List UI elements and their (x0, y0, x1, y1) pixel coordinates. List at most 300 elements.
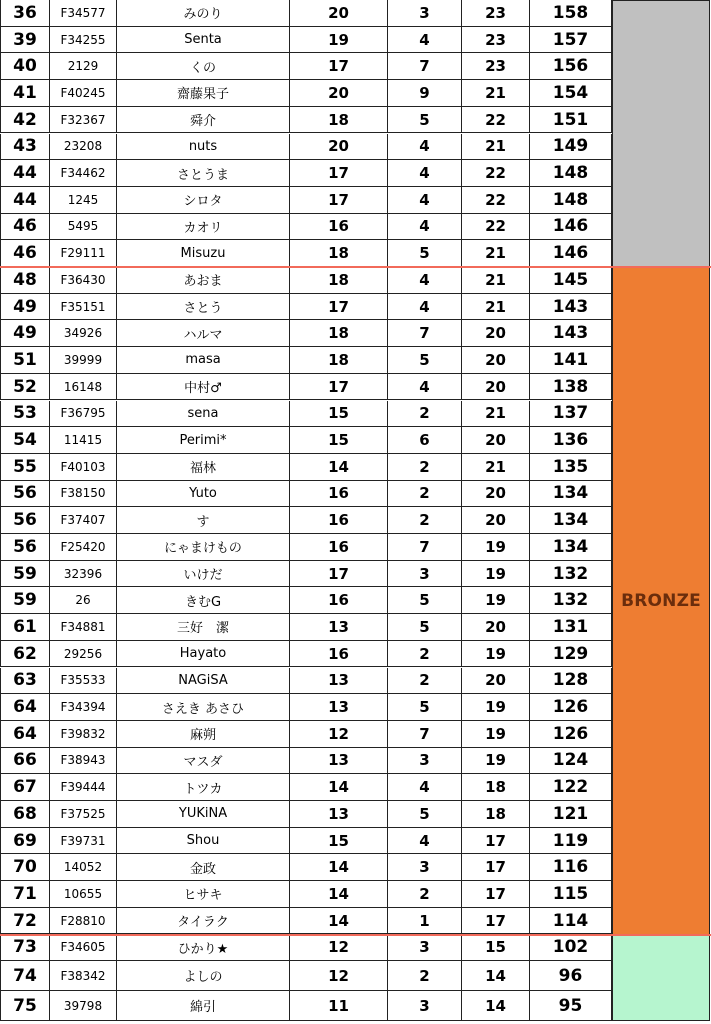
score-b-cell: 4 (388, 27, 462, 53)
score-c-cell: 17 (462, 908, 530, 934)
rank-cell: 46 (0, 214, 50, 240)
id-cell: F39832 (50, 721, 117, 747)
rank-cell: 42 (0, 107, 50, 133)
score-c-cell: 19 (462, 641, 530, 667)
score-a-cell: 20 (290, 0, 388, 26)
score-a-cell: 14 (290, 854, 388, 880)
score-a-cell: 18 (290, 267, 388, 293)
name-cell: NAGiSA (117, 668, 290, 694)
score-b-cell: 5 (388, 801, 462, 827)
score-a-cell: 12 (290, 721, 388, 747)
rank-cell: 51 (0, 347, 50, 373)
total-cell: 134 (530, 481, 612, 507)
score-a-cell: 14 (290, 881, 388, 907)
score-c-cell: 20 (462, 320, 530, 346)
score-a-cell: 17 (290, 160, 388, 186)
table-row (0, 561, 612, 588)
score-c-cell: 19 (462, 721, 530, 747)
score-c-cell: 20 (462, 614, 530, 640)
rank-band (612, 0, 710, 267)
rank-cell: 59 (0, 561, 50, 587)
id-cell: 14052 (50, 854, 117, 880)
name-cell: Misuzu (117, 240, 290, 266)
score-b-cell: 4 (388, 828, 462, 854)
score-b-cell: 1 (388, 908, 462, 934)
score-c-cell: 21 (462, 401, 530, 427)
score-b-cell: 4 (388, 187, 462, 213)
total-cell: 136 (530, 427, 612, 453)
name-cell: ヒサキ (117, 881, 290, 907)
total-cell: 156 (530, 53, 612, 79)
rank-cell: 52 (0, 374, 50, 400)
name-cell: Perimi* (117, 427, 290, 453)
id-cell: 1245 (50, 187, 117, 213)
name-cell: きむG (117, 587, 290, 613)
rank-cell: 63 (0, 668, 50, 694)
score-c-cell: 20 (462, 427, 530, 453)
id-cell: F39444 (50, 774, 117, 800)
table-row (0, 774, 612, 801)
score-b-cell: 5 (388, 347, 462, 373)
table-row (0, 80, 612, 107)
name-cell: ひかり★ (117, 935, 290, 961)
score-c-cell: 22 (462, 160, 530, 186)
score-c-cell: 23 (462, 0, 530, 26)
score-a-cell: 13 (290, 748, 388, 774)
total-cell: 121 (530, 801, 612, 827)
table-row (0, 801, 612, 828)
name-cell: Shou (117, 828, 290, 854)
rank-cell: 48 (0, 267, 50, 293)
score-a-cell: 14 (290, 454, 388, 480)
score-c-cell: 21 (462, 454, 530, 480)
id-cell: F34577 (50, 0, 117, 26)
id-cell: F37407 (50, 507, 117, 533)
name-cell: いけだ (117, 561, 290, 587)
score-b-cell: 4 (388, 160, 462, 186)
total-cell: 115 (530, 881, 612, 907)
total-cell: 141 (530, 347, 612, 373)
score-c-cell: 19 (462, 694, 530, 720)
band-separator (0, 266, 711, 268)
score-b-cell: 3 (388, 991, 462, 1020)
rank-cell: 67 (0, 774, 50, 800)
table-row (0, 668, 612, 695)
score-b-cell: 4 (388, 774, 462, 800)
score-a-cell: 15 (290, 427, 388, 453)
id-cell: 29256 (50, 641, 117, 667)
table-row (0, 908, 612, 935)
total-cell: 137 (530, 401, 612, 427)
total-cell: 146 (530, 214, 612, 240)
score-b-cell: 2 (388, 961, 462, 990)
table-row (0, 721, 612, 748)
score-c-cell: 21 (462, 134, 530, 160)
score-b-cell: 5 (388, 614, 462, 640)
score-c-cell: 18 (462, 801, 530, 827)
score-c-cell: 21 (462, 80, 530, 106)
id-cell: F25420 (50, 534, 117, 560)
name-cell: Yuto (117, 481, 290, 507)
id-cell: F38150 (50, 481, 117, 507)
table-row (0, 481, 612, 508)
score-a-cell: 15 (290, 828, 388, 854)
score-c-cell: 22 (462, 214, 530, 240)
table-row (0, 214, 612, 241)
total-cell: 128 (530, 668, 612, 694)
score-a-cell: 17 (290, 561, 388, 587)
rank-cell: 62 (0, 641, 50, 667)
rank-cell: 74 (0, 961, 50, 990)
score-a-cell: 14 (290, 908, 388, 934)
score-c-cell: 20 (462, 481, 530, 507)
score-a-cell: 20 (290, 134, 388, 160)
total-cell: 126 (530, 694, 612, 720)
table-row (0, 614, 612, 641)
id-cell: F34605 (50, 935, 117, 961)
score-a-cell: 13 (290, 614, 388, 640)
rank-cell: 59 (0, 587, 50, 613)
id-cell: 10655 (50, 881, 117, 907)
rank-cell: 56 (0, 534, 50, 560)
id-cell: F39731 (50, 828, 117, 854)
name-cell: トツカ (117, 774, 290, 800)
score-c-cell: 19 (462, 534, 530, 560)
rank-cell: 61 (0, 614, 50, 640)
rank-cell: 56 (0, 481, 50, 507)
name-cell: Senta (117, 27, 290, 53)
table-row (0, 991, 612, 1021)
id-cell: F37525 (50, 801, 117, 827)
score-b-cell: 5 (388, 587, 462, 613)
total-cell: 116 (530, 854, 612, 880)
score-b-cell: 2 (388, 507, 462, 533)
id-cell: F34255 (50, 27, 117, 53)
total-cell: 157 (530, 27, 612, 53)
name-cell: さえき あさひ (117, 694, 290, 720)
id-cell: 23208 (50, 134, 117, 160)
rank-cell: 41 (0, 80, 50, 106)
table-row (0, 27, 612, 54)
name-cell: みのり (117, 0, 290, 26)
score-c-cell: 23 (462, 53, 530, 79)
table-row (0, 828, 612, 855)
score-a-cell: 16 (290, 507, 388, 533)
score-a-cell: 12 (290, 961, 388, 990)
rank-cell: 69 (0, 828, 50, 854)
name-cell: 福林 (117, 454, 290, 480)
name-cell: さとう (117, 294, 290, 320)
name-cell: 綿引 (117, 991, 290, 1020)
score-a-cell: 17 (290, 187, 388, 213)
score-a-cell: 16 (290, 641, 388, 667)
total-cell: 96 (530, 961, 612, 990)
name-cell: 舜介 (117, 107, 290, 133)
id-cell: F34394 (50, 694, 117, 720)
name-cell: sena (117, 401, 290, 427)
score-b-cell: 6 (388, 427, 462, 453)
rank-cell: 49 (0, 320, 50, 346)
total-cell: 154 (530, 80, 612, 106)
id-cell: F29111 (50, 240, 117, 266)
id-cell: F34881 (50, 614, 117, 640)
name-cell: す (117, 507, 290, 533)
score-c-cell: 17 (462, 881, 530, 907)
score-a-cell: 13 (290, 668, 388, 694)
score-a-cell: 18 (290, 347, 388, 373)
table-row (0, 374, 612, 401)
score-a-cell: 16 (290, 534, 388, 560)
score-c-cell: 22 (462, 187, 530, 213)
table-row (0, 641, 612, 668)
score-b-cell: 7 (388, 53, 462, 79)
name-cell: 三好 潔 (117, 614, 290, 640)
score-a-cell: 16 (290, 587, 388, 613)
table-row (0, 320, 612, 347)
rank-cell: 66 (0, 748, 50, 774)
score-b-cell: 7 (388, 534, 462, 560)
table-row (0, 961, 612, 991)
rank-cell: 73 (0, 935, 50, 961)
id-cell: F34462 (50, 160, 117, 186)
name-cell: よしの (117, 961, 290, 990)
score-c-cell: 17 (462, 828, 530, 854)
table-row (0, 401, 612, 428)
score-a-cell: 17 (290, 374, 388, 400)
rank-cell: 53 (0, 401, 50, 427)
total-cell: 129 (530, 641, 612, 667)
score-b-cell: 4 (388, 134, 462, 160)
rank-cell: 46 (0, 240, 50, 266)
score-a-cell: 17 (290, 53, 388, 79)
name-cell: 金政 (117, 854, 290, 880)
score-c-cell: 18 (462, 774, 530, 800)
id-cell: 5495 (50, 214, 117, 240)
total-cell: 148 (530, 160, 612, 186)
table-row (0, 134, 612, 161)
total-cell: 119 (530, 828, 612, 854)
score-b-cell: 2 (388, 454, 462, 480)
name-cell: Hayato (117, 641, 290, 667)
band-label: BRONZE (621, 590, 701, 611)
rank-cell: 70 (0, 854, 50, 880)
table-row (0, 294, 612, 321)
score-c-cell: 21 (462, 240, 530, 266)
score-b-cell: 5 (388, 107, 462, 133)
score-b-cell: 3 (388, 561, 462, 587)
table-row (0, 187, 612, 214)
name-cell: くの (117, 53, 290, 79)
table-row (0, 454, 612, 481)
id-cell: F36430 (50, 267, 117, 293)
rank-cell: 75 (0, 991, 50, 1020)
rank-cell: 54 (0, 427, 50, 453)
score-c-cell: 23 (462, 27, 530, 53)
table-row (0, 427, 612, 454)
table-row (0, 240, 612, 267)
id-cell: F28810 (50, 908, 117, 934)
score-b-cell: 3 (388, 748, 462, 774)
score-a-cell: 11 (290, 991, 388, 1020)
total-cell: 151 (530, 107, 612, 133)
score-a-cell: 18 (290, 240, 388, 266)
score-c-cell: 20 (462, 374, 530, 400)
rank-band (612, 935, 710, 1022)
total-cell: 132 (530, 561, 612, 587)
score-b-cell: 2 (388, 641, 462, 667)
total-cell: 145 (530, 267, 612, 293)
score-a-cell: 14 (290, 774, 388, 800)
rank-cell: 64 (0, 694, 50, 720)
score-b-cell: 3 (388, 0, 462, 26)
table-row (0, 53, 612, 80)
name-cell: にゃまけもの (117, 534, 290, 560)
score-c-cell: 20 (462, 507, 530, 533)
score-c-cell: 14 (462, 991, 530, 1020)
score-a-cell: 18 (290, 107, 388, 133)
total-cell: 131 (530, 614, 612, 640)
score-b-cell: 4 (388, 374, 462, 400)
score-a-cell: 16 (290, 214, 388, 240)
rank-cell: 72 (0, 908, 50, 934)
score-c-cell: 15 (462, 935, 530, 961)
name-cell: ハルマ (117, 320, 290, 346)
total-cell: 122 (530, 774, 612, 800)
total-cell: 95 (530, 991, 612, 1020)
id-cell: 34926 (50, 320, 117, 346)
name-cell: nuts (117, 134, 290, 160)
id-cell: F32367 (50, 107, 117, 133)
id-cell: F36795 (50, 401, 117, 427)
table-row (0, 347, 612, 374)
score-a-cell: 15 (290, 401, 388, 427)
score-c-cell: 22 (462, 107, 530, 133)
score-c-cell: 14 (462, 961, 530, 990)
score-a-cell: 19 (290, 27, 388, 53)
score-b-cell: 3 (388, 854, 462, 880)
id-cell: 39798 (50, 991, 117, 1020)
id-cell: F40103 (50, 454, 117, 480)
score-b-cell: 2 (388, 401, 462, 427)
score-a-cell: 17 (290, 294, 388, 320)
total-cell: 114 (530, 908, 612, 934)
score-b-cell: 7 (388, 721, 462, 747)
name-cell: タイラク (117, 908, 290, 934)
score-b-cell: 5 (388, 240, 462, 266)
score-a-cell: 13 (290, 694, 388, 720)
total-cell: 146 (530, 240, 612, 266)
table-row (0, 854, 612, 881)
score-b-cell: 4 (388, 294, 462, 320)
score-b-cell: 2 (388, 481, 462, 507)
table-row (0, 748, 612, 775)
table-row (0, 935, 612, 962)
rank-cell: 64 (0, 721, 50, 747)
total-cell: 143 (530, 294, 612, 320)
rank-cell: 44 (0, 187, 50, 213)
id-cell: 11415 (50, 427, 117, 453)
name-cell: 麻朔 (117, 721, 290, 747)
score-a-cell: 16 (290, 481, 388, 507)
rank-band (612, 267, 710, 935)
rank-cell: 49 (0, 294, 50, 320)
score-c-cell: 21 (462, 294, 530, 320)
id-cell: 39999 (50, 347, 117, 373)
score-b-cell: 5 (388, 694, 462, 720)
total-cell: 126 (530, 721, 612, 747)
table-row (0, 267, 612, 294)
rank-cell: 55 (0, 454, 50, 480)
name-cell: マスダ (117, 748, 290, 774)
total-cell: 158 (530, 0, 612, 26)
id-cell: F38342 (50, 961, 117, 990)
table-row (0, 0, 612, 27)
score-c-cell: 17 (462, 854, 530, 880)
table-row (0, 587, 612, 614)
total-cell: 102 (530, 935, 612, 961)
total-cell: 148 (530, 187, 612, 213)
score-a-cell: 20 (290, 80, 388, 106)
score-b-cell: 2 (388, 668, 462, 694)
name-cell: masa (117, 347, 290, 373)
rank-cell: 56 (0, 507, 50, 533)
table-row (0, 160, 612, 187)
score-c-cell: 19 (462, 561, 530, 587)
id-cell: F38943 (50, 748, 117, 774)
score-a-cell: 18 (290, 320, 388, 346)
id-cell: 2129 (50, 53, 117, 79)
total-cell: 149 (530, 134, 612, 160)
score-c-cell: 21 (462, 267, 530, 293)
table-row (0, 534, 612, 561)
score-a-cell: 12 (290, 935, 388, 961)
band-separator (0, 934, 711, 936)
name-cell: YUKiNA (117, 801, 290, 827)
score-a-cell: 13 (290, 801, 388, 827)
score-c-cell: 19 (462, 748, 530, 774)
id-cell: F35533 (50, 668, 117, 694)
score-c-cell: 19 (462, 587, 530, 613)
score-b-cell: 4 (388, 267, 462, 293)
total-cell: 134 (530, 507, 612, 533)
score-c-cell: 20 (462, 347, 530, 373)
name-cell: 中村♂ (117, 374, 290, 400)
table-row (0, 881, 612, 908)
id-cell: F40245 (50, 80, 117, 106)
total-cell: 143 (530, 320, 612, 346)
rank-cell: 68 (0, 801, 50, 827)
name-cell: さとうま (117, 160, 290, 186)
name-cell: あおま (117, 267, 290, 293)
total-cell: 132 (530, 587, 612, 613)
total-cell: 134 (530, 534, 612, 560)
rank-cell: 44 (0, 160, 50, 186)
table-row (0, 107, 612, 134)
score-b-cell: 9 (388, 80, 462, 106)
id-cell: 16148 (50, 374, 117, 400)
rank-cell: 71 (0, 881, 50, 907)
total-cell: 135 (530, 454, 612, 480)
table-row (0, 507, 612, 534)
name-cell: カオリ (117, 214, 290, 240)
score-b-cell: 7 (388, 320, 462, 346)
table-row (0, 694, 612, 721)
rank-cell: 39 (0, 27, 50, 53)
score-b-cell: 3 (388, 935, 462, 961)
score-c-cell: 20 (462, 668, 530, 694)
id-cell: F35151 (50, 294, 117, 320)
score-b-cell: 4 (388, 214, 462, 240)
